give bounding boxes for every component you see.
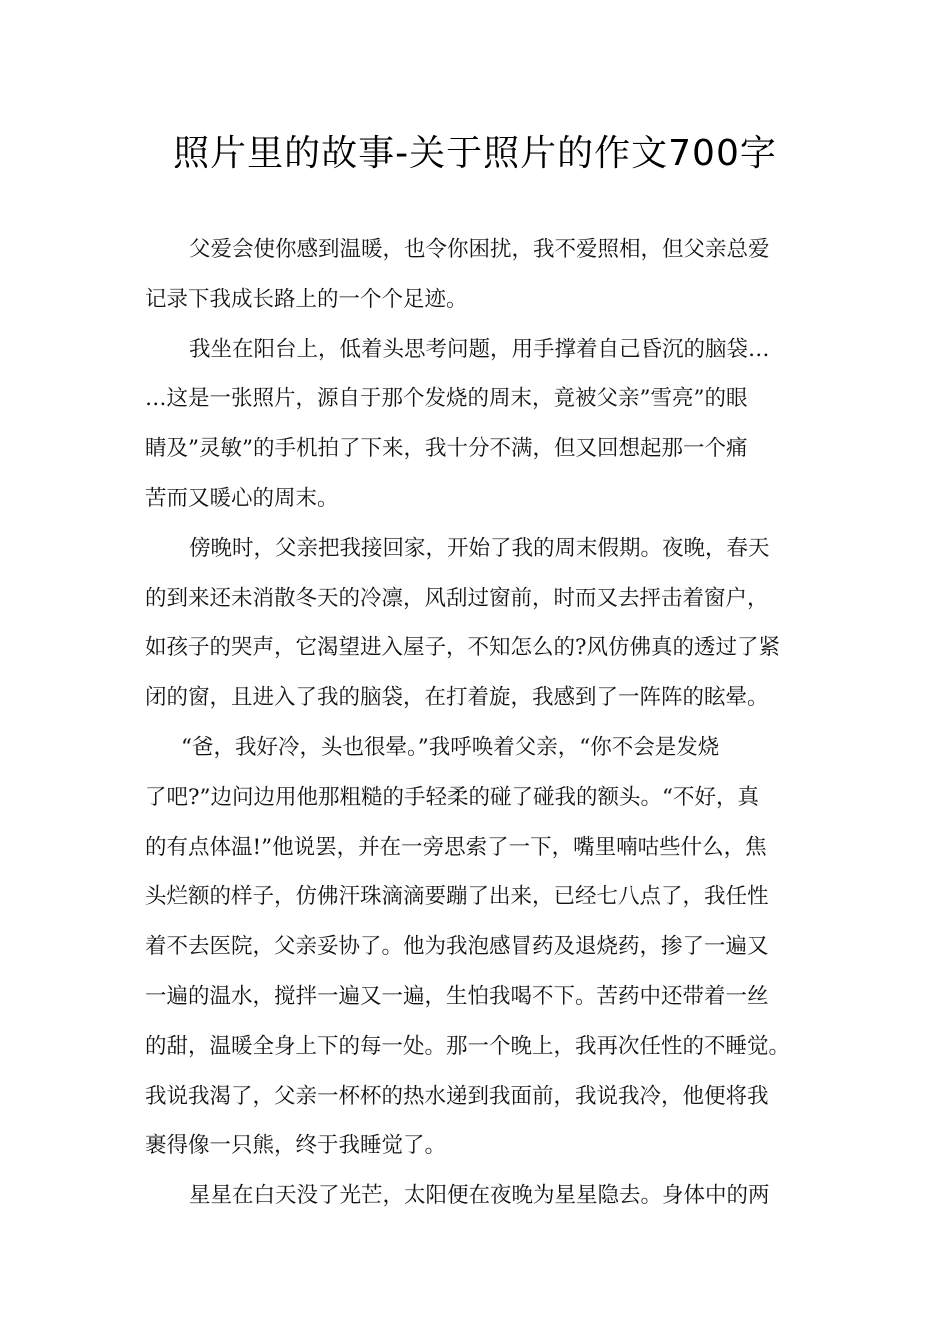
text-line: 了吧?”边问边用他那粗糙的手轻柔的碰了碰我的额头。“不好，真 <box>145 784 760 810</box>
text-line: 如孩子的哭声，它渴望进入屋子，不知怎么的?风仿佛真的透过了紧 <box>145 635 781 661</box>
text-line: 星星在白天没了光芒，太阳便在夜晚为星星隐去。身体中的两 <box>189 1183 770 1209</box>
text-line: 的有点体温!”他说罢，并在一旁思索了一下，嘴里喃咕些什么，焦 <box>145 834 767 860</box>
text-line: 一遍的温水，搅拌一遍又一遍，生怕我喝不下。苦药中还带着一丝 <box>145 983 769 1009</box>
text-line: 记录下我成长路上的一个个足迹。 <box>145 286 468 312</box>
text-line: “爸，我好冷，头也很晕。”我呼唤着父亲，“你不会是发烧 <box>181 734 720 760</box>
text-line: 闭的窗，且进入了我的脑袋，在打着旋，我感到了一阵阵的眩晕。 <box>145 685 769 711</box>
text-line: 父爱会使你感到温暖，也令你困扰，我不爱照相，但父亲总爱 <box>189 237 770 262</box>
text-line: 头烂额的样子，仿佛汗珠滴滴要蹦了出来，已经七八点了，我任性 <box>145 884 769 910</box>
text-line: 我说我渴了，父亲一杯杯的热水递到我面前，我说我冷，他便将我 <box>145 1083 769 1109</box>
text-line: 裹得像一只熊，终于我睡觉了。 <box>145 1133 447 1159</box>
text-line: 的到来还未消散冬天的冷凛，风刮过窗前，时而又去抨击着窗户， <box>145 585 769 611</box>
text-line: …这是一张照片，源自于那个发烧的周末，竟被父亲”雪亮”的眼 <box>145 386 748 412</box>
text-line: 的甜，温暖全身上下的每一处。那一个晚上，我再次任性的不睡觉。 <box>145 1033 791 1059</box>
text-line: 睛及”灵敏”的手机拍了下来，我十分不满，但又回想起那一个痛 <box>145 436 748 462</box>
document-title: 照片里的故事-关于照片的作文700字 <box>173 133 777 174</box>
text-line: 着不去医院，父亲妥协了。他为我泡感冒药及退烧药，掺了一遍又 <box>145 934 769 960</box>
text-line: 傍晚时，父亲把我接回家，开始了我的周末假期。夜晚，春天 <box>189 535 770 561</box>
text-line: 苦而又暖心的周末。 <box>145 485 339 511</box>
document-body <box>145 225 813 1221</box>
text-line: 我坐在阳台上，低着头思考问题，用手撑着自己昏沉的脑袋… <box>189 336 770 362</box>
